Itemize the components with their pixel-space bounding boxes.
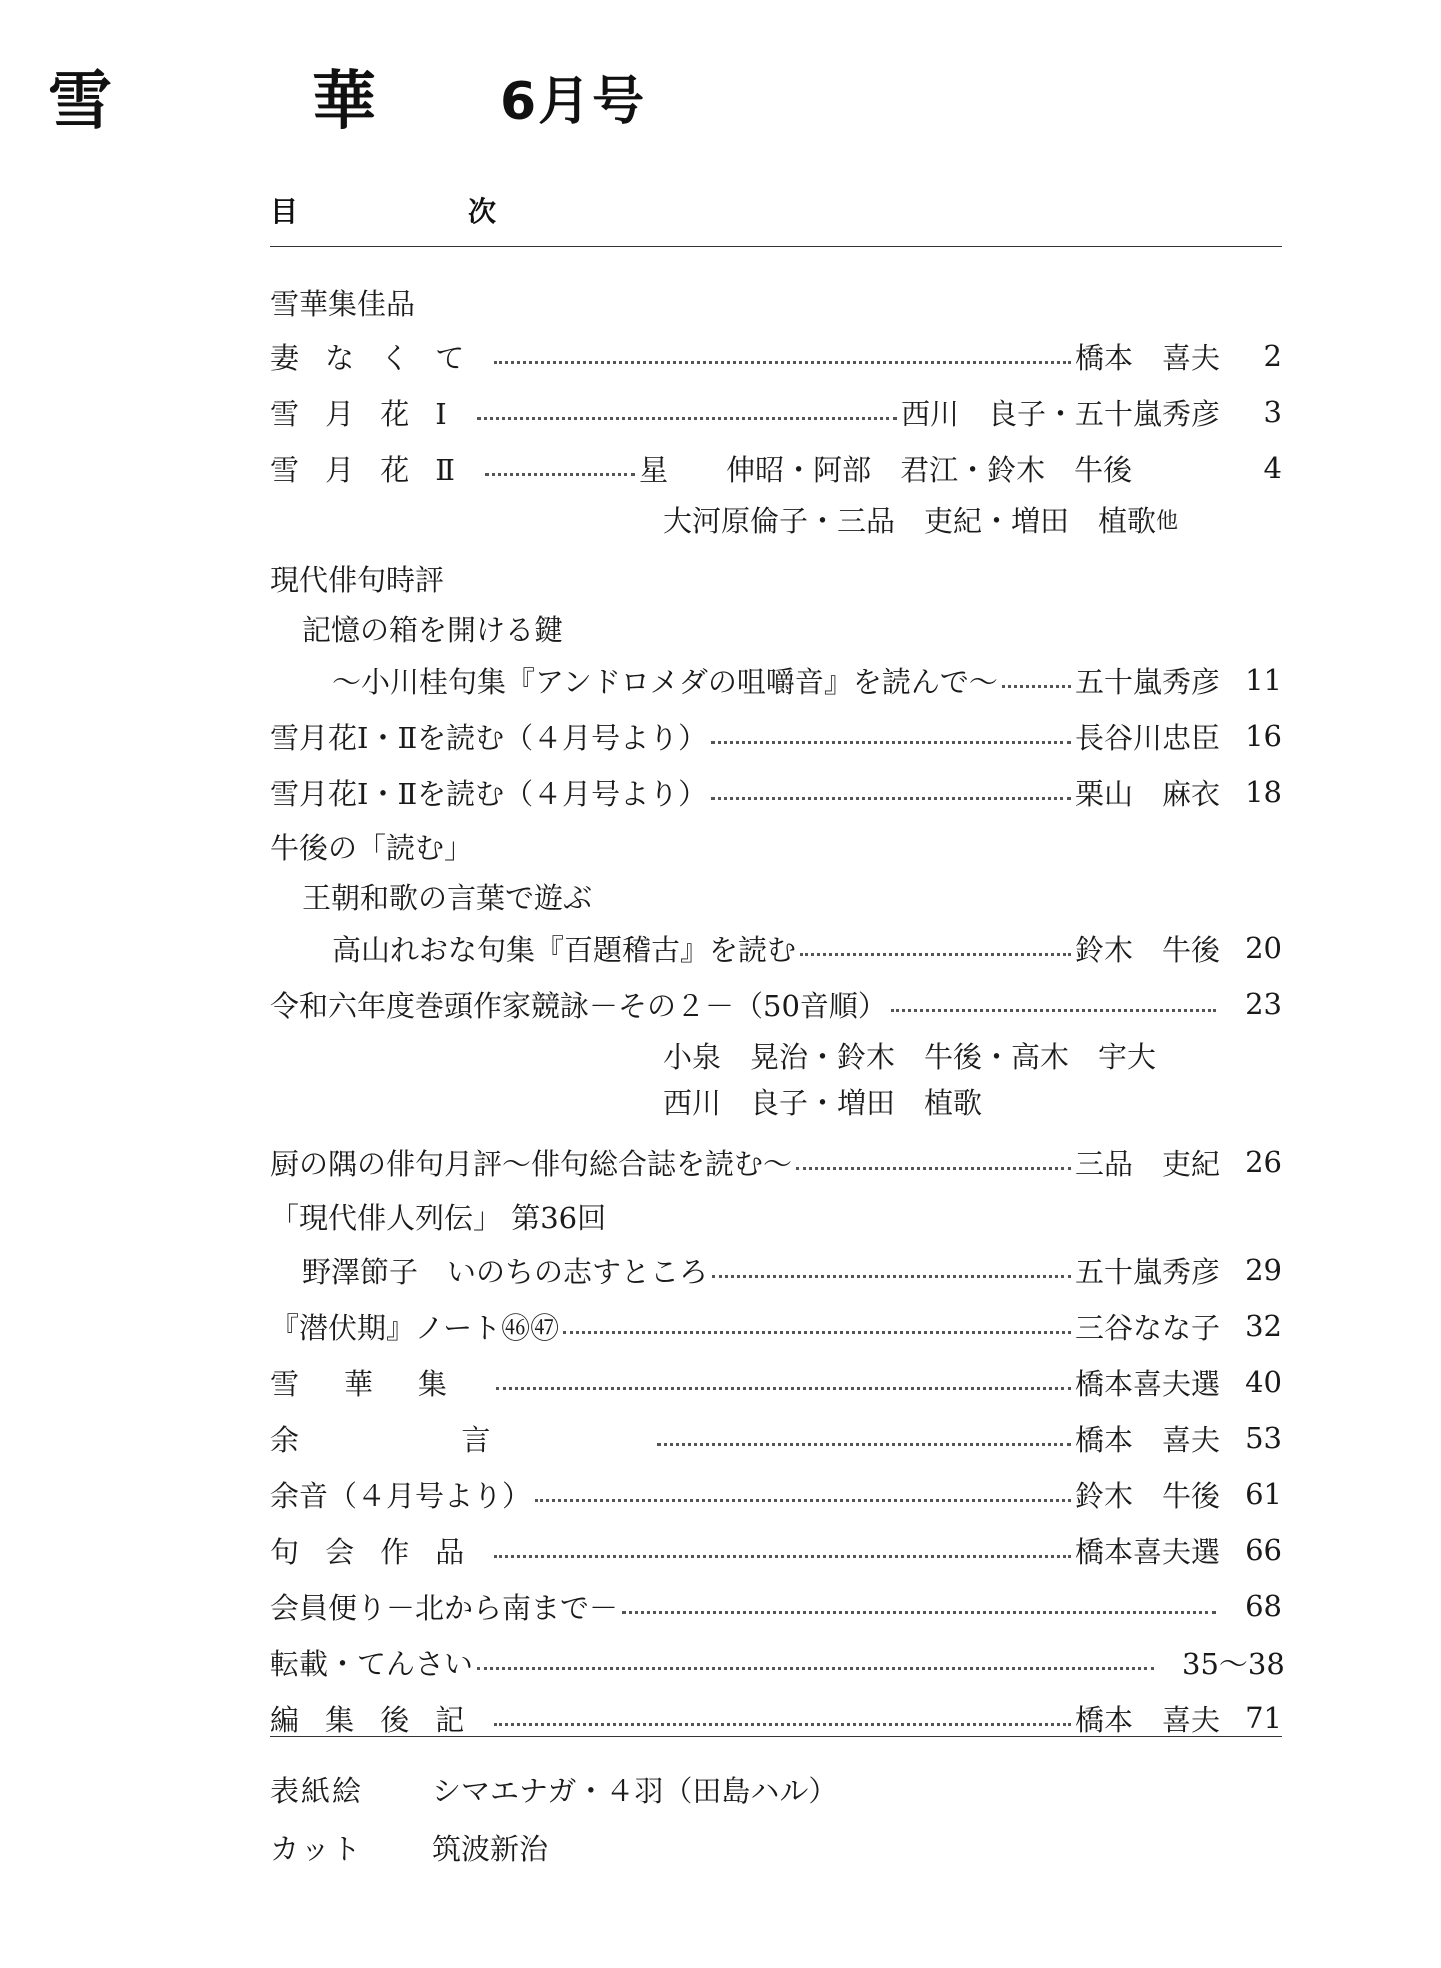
toc-entry[interactable]: [270, 328, 1282, 384]
leader-dots: [711, 797, 1071, 800]
entry-page: 4: [1263, 451, 1282, 485]
toc-entry[interactable]: [270, 1466, 1282, 1522]
section-subheading: 記憶の箱を開ける鍵: [302, 612, 564, 647]
toc-entry[interactable]: [270, 1354, 1282, 1410]
entry-title: 『潜伏期』ノート㊻㊼: [270, 1310, 560, 1345]
toc-entry[interactable]: [270, 1634, 1285, 1690]
leader-dots: [494, 361, 1071, 364]
entry-author: 橋本 喜夫: [1074, 1702, 1220, 1737]
entry-title: 雪月花Ⅰ・Ⅱを読む（４月号より）: [270, 720, 708, 755]
entry-title: 雪月花Ⅰ: [270, 396, 473, 431]
cut-credit: [270, 1818, 837, 1876]
toc-entry[interactable]: [270, 1134, 1282, 1190]
toc-entry[interactable]: [270, 976, 1282, 1032]
entry-author: 橋本喜夫選: [1074, 1366, 1220, 1401]
cut-label: カット: [270, 1831, 363, 1866]
toc-entry-names: 大河原倫子・三品 吏紀・増田 植歌 他: [663, 503, 1179, 538]
entry-page: 18: [1245, 775, 1282, 809]
section-heading: 現代俳句時評: [270, 562, 445, 597]
entry-title: 余言: [270, 1422, 653, 1457]
toc-entry[interactable]: [270, 652, 1282, 708]
section-heading: 「現代俳人列伝」 第36回: [270, 1200, 607, 1235]
entry-page: 61: [1245, 1477, 1282, 1511]
entry-author: 三品 吏紀: [1074, 1146, 1220, 1181]
leader-dots: [477, 417, 897, 420]
entry-author: 橋本 喜夫: [1074, 1422, 1220, 1457]
section-subheading: 王朝和歌の言葉で遊ぶ: [302, 880, 593, 915]
entry-page: 29: [1245, 1253, 1282, 1287]
toc-entry[interactable]: [270, 1578, 1282, 1634]
top-divider: [270, 246, 1282, 247]
entry-author: 西川 良子・五十嵐秀彦: [900, 396, 1220, 431]
entry-author: 長谷川忠臣: [1074, 720, 1220, 755]
entry-page: 2: [1263, 339, 1282, 373]
entry-author: 橋本 喜夫: [1074, 340, 1220, 375]
entry-page: 26: [1245, 1145, 1282, 1179]
section-heading: 牛後の「読む」: [270, 830, 474, 865]
entry-author: 三谷なな子: [1074, 1310, 1220, 1345]
toc-entry[interactable]: [270, 1410, 1282, 1466]
entry-page: 71: [1245, 1701, 1282, 1735]
entry-author: 鈴木 牛後: [1074, 932, 1220, 967]
leader-dots: [657, 1443, 1071, 1446]
entry-page: 35～38: [1182, 1646, 1285, 1681]
toc-entry[interactable]: [270, 1522, 1282, 1578]
entry-page: 68: [1245, 1589, 1282, 1623]
toc-entry-names: 西川 良子・増田 植歌: [663, 1085, 983, 1120]
leader-dots: [712, 1275, 1071, 1278]
toc-entry[interactable]: [270, 1242, 1282, 1298]
entry-page: 3: [1263, 395, 1282, 429]
entry-page: 23: [1245, 987, 1282, 1021]
entry-title: 転載・てんさい: [270, 1646, 474, 1681]
others-suffix: 他: [1156, 508, 1179, 534]
leader-dots: [563, 1331, 1071, 1334]
entry-page: 53: [1245, 1421, 1282, 1455]
leader-dots: [494, 1555, 1071, 1558]
entry-title: ～小川桂句集『アンドロメダの咀嚼音』を読んで～: [332, 664, 998, 699]
entry-author: 栗山 麻衣: [1074, 776, 1220, 811]
toc-entry[interactable]: [270, 384, 1282, 440]
entry-author: 鈴木 牛後: [1074, 1478, 1220, 1513]
toc-heading: 目次: [270, 195, 667, 228]
credits: [270, 1760, 837, 1876]
leader-dots: [891, 1009, 1216, 1012]
entry-title: 妻なくて: [270, 340, 491, 375]
entry-page: 16: [1245, 719, 1282, 753]
issue-number: 6月号: [500, 71, 647, 132]
entry-author: 五十嵐秀彦: [1074, 664, 1220, 699]
leader-dots: [711, 741, 1071, 744]
leader-dots: [494, 1723, 1071, 1726]
entry-title: 会員便り－北から南まで－: [270, 1590, 619, 1625]
leader-dots: [477, 1667, 1154, 1670]
cover-value: シマエナガ・４羽（田島ハル）: [432, 1773, 838, 1808]
leader-dots: [485, 473, 635, 476]
entry-author: 橋本喜夫選: [1074, 1534, 1220, 1569]
entry-title: 令和六年度巻頭作家競詠－その２－（50音順）: [270, 988, 887, 1023]
entry-title: 厨の隅の俳句月評～俳句総合誌を読む～: [270, 1146, 793, 1181]
bottom-divider: [270, 1736, 1282, 1737]
entry-title: 雪月花Ⅰ・Ⅱを読む（４月号より）: [270, 776, 708, 811]
toc-entry[interactable]: [270, 1298, 1282, 1354]
toc-entry[interactable]: [270, 440, 1282, 496]
entry-page: 66: [1245, 1533, 1282, 1567]
cover-label: 表紙絵: [270, 1773, 364, 1808]
leader-dots: [800, 953, 1071, 956]
table-of-contents: [270, 276, 1285, 1746]
magazine-title: 雪 華: [48, 65, 444, 139]
entry-page: 32: [1245, 1309, 1282, 1343]
leader-dots: [1002, 685, 1071, 688]
leader-dots: [622, 1611, 1216, 1614]
masthead: [48, 56, 647, 139]
toc-entry-names: 小泉 晃治・鈴木 牛後・高木 宇大: [663, 1039, 1157, 1074]
entry-title: 高山れおな句集『百題稽古』を読む: [332, 932, 797, 967]
entry-title: 句会作品: [270, 1534, 491, 1569]
entry-title: 余音（４月号より）: [270, 1478, 532, 1513]
entry-page: 40: [1245, 1365, 1282, 1399]
entry-author: 五十嵐秀彦: [1074, 1254, 1220, 1289]
section-heading: 雪華集佳品: [270, 286, 416, 321]
entry-page: 20: [1245, 931, 1282, 965]
toc-entry[interactable]: [270, 764, 1282, 820]
toc-entry[interactable]: [270, 1690, 1282, 1746]
leader-dots: [496, 1387, 1071, 1390]
entry-title: 編集後記: [270, 1702, 491, 1737]
leader-dots: [535, 1499, 1071, 1502]
toc-entry[interactable]: [270, 708, 1282, 764]
entry-author: 星 伸昭・阿部 君江・鈴木 牛後: [639, 452, 1133, 487]
entry-title: 野澤節子 いのちの志すところ: [302, 1254, 709, 1289]
leader-dots: [796, 1167, 1071, 1170]
entry-page: 11: [1245, 663, 1282, 697]
entry-title: 雪華集: [270, 1366, 492, 1401]
cut-value: 筑波新治: [432, 1831, 549, 1866]
entry-title: 雪月花Ⅱ: [270, 452, 482, 487]
cover-credit: [270, 1760, 837, 1818]
toc-entry[interactable]: [270, 920, 1282, 976]
